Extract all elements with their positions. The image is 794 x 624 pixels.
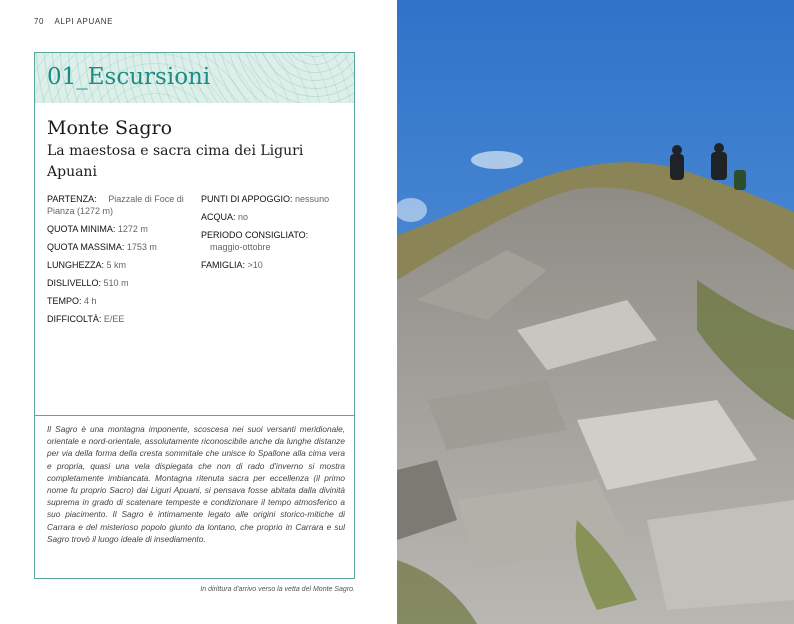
fact-value: 1753 m bbox=[126, 242, 157, 252]
fact-key: PARTENZA: bbox=[47, 194, 97, 204]
fact-value: maggio-ottobre bbox=[210, 242, 271, 252]
fact-acqua bbox=[201, 211, 351, 223]
fact-key: DIFFICOLTÀ: bbox=[47, 314, 102, 324]
facts-left bbox=[47, 193, 197, 331]
card-divider bbox=[35, 415, 354, 416]
fact-periodo bbox=[201, 229, 351, 253]
card-header bbox=[35, 53, 354, 103]
excursion-card bbox=[34, 52, 355, 579]
mountain-name: Monte Sagro bbox=[47, 117, 173, 139]
fact-key: QUOTA MINIMA: bbox=[47, 224, 116, 234]
fact-tempo bbox=[47, 295, 197, 307]
fact-quota-massima bbox=[47, 241, 197, 253]
fact-key: FAMIGLIA: bbox=[201, 260, 246, 270]
fact-key: DISLIVELLO: bbox=[47, 278, 102, 288]
fact-value: no bbox=[238, 212, 249, 222]
fact-key: PERIODO CONSIGLIATO: bbox=[201, 230, 309, 240]
fact-value: 510 m bbox=[103, 278, 129, 288]
fact-difficolta bbox=[47, 313, 197, 325]
photo-caption: In dirittura d'arrivo verso la vetta del Monte Sagro. bbox=[200, 586, 355, 593]
fact-value: 5 km bbox=[106, 260, 127, 270]
fact-famiglia bbox=[201, 259, 351, 271]
description-text: Il Sagro è una montagna imponente, scoscesa nei suoi versanti meridionale, orientale e nord-orientale, assolutamente riconoscibile anche da lunghe distanze per via della forma della cresta sommitale che unisce lo Spallone alla cima vera e propria, quasi una vela dispiegata che non di rado d'inverno si mostra completamente imbiancata. Montagna ritenuta sacra per eccellenza (il primo nome fu proprio Sacro) dai Liguri Apuani, si pensava fosse abitata dalla divinità suprema in grado di scatenare tempeste e condizionare il tempo atmosferico a suo piacimento. Il Sagro è intimamente legato alle origini storico-mitiche di Carrara e del misterioso popolo giunto da lontano, che proprio in Carrara e sul Sagro trovò il luogo ideale di insediamento. bbox=[47, 424, 345, 544]
fact-key: QUOTA MASSIMA: bbox=[47, 242, 125, 252]
fact-value: >10 bbox=[247, 260, 263, 270]
fact-value: 1272 m bbox=[117, 224, 148, 234]
fact-value: E/EE bbox=[103, 314, 125, 324]
fact-quota-minima bbox=[47, 223, 197, 235]
section-title: 01_Escursioni bbox=[47, 64, 211, 90]
book-title: ALPI APUANE bbox=[54, 17, 114, 26]
page-number: 70 bbox=[34, 17, 45, 26]
fact-partenza bbox=[47, 193, 197, 217]
mountain-photo bbox=[397, 0, 794, 624]
fact-lunghezza bbox=[47, 259, 197, 271]
subtitle: La maestosa e sacra cima dei Liguri Apuani bbox=[47, 143, 304, 180]
fact-key: LUNGHEZZA: bbox=[47, 260, 105, 270]
running-header bbox=[34, 17, 113, 26]
fact-value: Piazzale di Foce di Pianza (1272 m) bbox=[47, 194, 184, 216]
fact-value: nessuno bbox=[295, 194, 330, 204]
fact-value: 4 h bbox=[84, 296, 97, 306]
fact-punti-appoggio bbox=[201, 193, 351, 205]
fact-key: ACQUA: bbox=[201, 212, 236, 222]
facts-right bbox=[201, 193, 351, 277]
fact-key: TEMPO: bbox=[47, 296, 82, 306]
fact-key: PUNTI DI APPOGGIO: bbox=[201, 194, 293, 204]
fact-dislivello bbox=[47, 277, 197, 289]
